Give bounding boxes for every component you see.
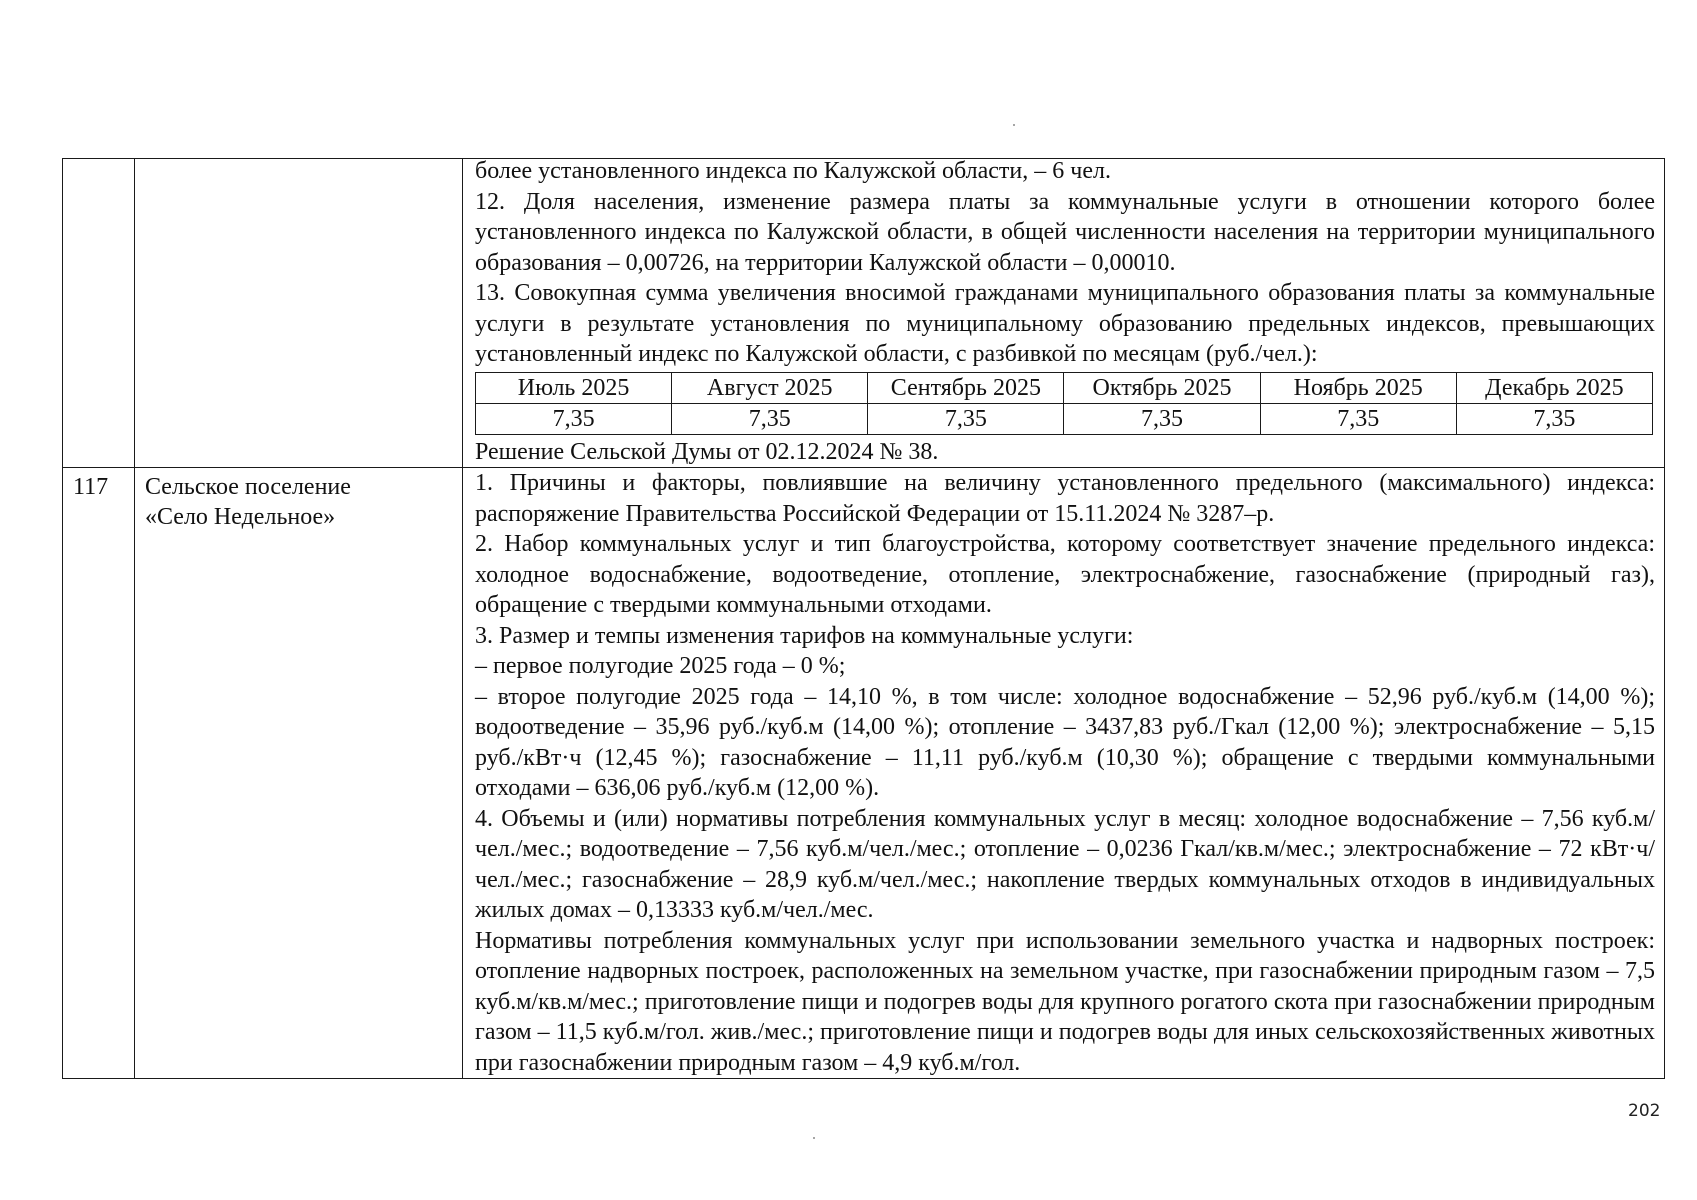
month-value: 7,35 bbox=[868, 403, 1064, 434]
month-value: 7,35 bbox=[1260, 403, 1456, 434]
page-number: 202 bbox=[1628, 1101, 1661, 1121]
paragraph: 13. Совокупная сумма увеличения вносимой гражданами муниципального образования платы за коммунальные услуги в результате установления по муниципальному образованию предельных индексов, превышающих установленный индекс по Калужской области, с разбивкой по месяцам (руб./чел.): bbox=[475, 280, 1655, 367]
month-header: Октябрь 2025 bbox=[1064, 372, 1260, 403]
paragraph: 1. Причины и факторы, повлиявшие на величину установленного предельного (максимального) индекса: распоряжение Правительства Российской Федерации от 15.11.2024 № 3287–р. bbox=[475, 470, 1655, 527]
scan-speck bbox=[1013, 124, 1015, 126]
month-header: Ноябрь 2025 bbox=[1260, 372, 1456, 403]
month-value: 7,35 bbox=[1064, 403, 1260, 434]
scan-speck bbox=[813, 1137, 815, 1139]
month-header-row bbox=[476, 372, 1653, 403]
month-header: Август 2025 bbox=[672, 372, 868, 403]
municipality-name-cell bbox=[135, 159, 463, 468]
table-row bbox=[63, 159, 1665, 468]
decision-reference: Решение Сельской Думы от 02.12.2024 № 38. bbox=[475, 438, 939, 465]
paragraph: 12. Доля населения, изменение размера платы за коммунальные услуги в отношении которого более установленного индекса по Калужской области, в общей численности населения на территории муниципального образования – 0,00726, на территории Калужской области – 0,00010. bbox=[475, 188, 1655, 276]
month-value: 7,35 bbox=[476, 403, 672, 434]
main-table bbox=[62, 158, 1665, 1079]
paragraph: – второе полугодие 2025 года – 14,10 %, в том числе: холодное водоснабжение – 52,96 руб./куб.м (14,00 %); водоотведение – 35,96 руб./куб.м (14,00 %); отопление – 3437,83 руб./Гкал (12,00 %); электроснабжение – 5,15 руб./кВт·ч (12,45 %); газоснабжение – 11,11 руб./куб.м (10,30 %); обращение с твердыми коммунальными отходами – 636,06 руб./куб.м (12,00 %). bbox=[475, 683, 1655, 801]
month-value: 7,35 bbox=[672, 403, 868, 434]
row-number-cell bbox=[63, 468, 135, 1079]
municipality-type: Сельское поселение bbox=[145, 474, 351, 500]
month-value-row bbox=[476, 403, 1653, 434]
paragraph: 3. Размер и темпы изменения тарифов на коммунальные услуги: bbox=[475, 622, 1134, 649]
row-number: 117 bbox=[73, 474, 109, 500]
monthly-increase-table bbox=[475, 372, 1653, 435]
table-row bbox=[63, 468, 1665, 1079]
month-value: 7,35 bbox=[1456, 403, 1652, 434]
description-cell bbox=[463, 468, 1665, 1079]
description-cell bbox=[463, 159, 1665, 468]
row-number-cell bbox=[63, 159, 135, 468]
paragraph: Нормативы потребления коммунальных услуг при использовании земельного участка и надворных построек: отопление надворных построек, расположенных на земельном участке, при газоснабжении природным газом – 7,5 куб.м/кв.м/мес.; приготовление пищи и подогрев воды для крупного рогатого скота при газоснабжении природным газом – 11,5 куб.м/гол. жив./мес.; приготовление пищи и подогрев воды для иных сельскохозяйственных животных при газоснабжении природным газом – 4,9 куб.м/гол. bbox=[475, 927, 1655, 1076]
month-header: Сентябрь 2025 bbox=[868, 372, 1064, 403]
paragraph: 4. Объемы и (или) нормативы потребления коммунальных услуг в месяц: холодное водоснабжение – 7,56 куб.м/чел./мес.; водоотведение – 7,56 куб.м/чел./мес.; отопление – 0,0236 Гкал/кв.м/мес.; электроснабжение – 72 кВт·ч/чел./мес.; газоснабжение – 28,9 куб.м/чел./мес.; накопление твердых коммунальных отходов в индивидуальных жилых домах – 0,13333 куб.м/чел./мес. bbox=[475, 805, 1655, 923]
municipality-name: «Село Недельное» bbox=[145, 504, 336, 530]
month-header: Июль 2025 bbox=[476, 372, 672, 403]
month-header: Декабрь 2025 bbox=[1456, 372, 1652, 403]
paragraph: более установленного индекса по Калужской области, – 6 чел. bbox=[475, 158, 1111, 184]
paragraph: – первое полугодие 2025 года – 0 %; bbox=[475, 653, 846, 679]
paragraph: 2. Набор коммунальных услуг и тип благоустройства, которому соответствует значение предельного индекса: холодное водоснабжение, водоотведение, отопление, электроснабжение, газоснабжение (природный газ), обращение с твердыми коммунальными отходами. bbox=[475, 531, 1655, 618]
municipality-name-cell bbox=[135, 468, 463, 1079]
